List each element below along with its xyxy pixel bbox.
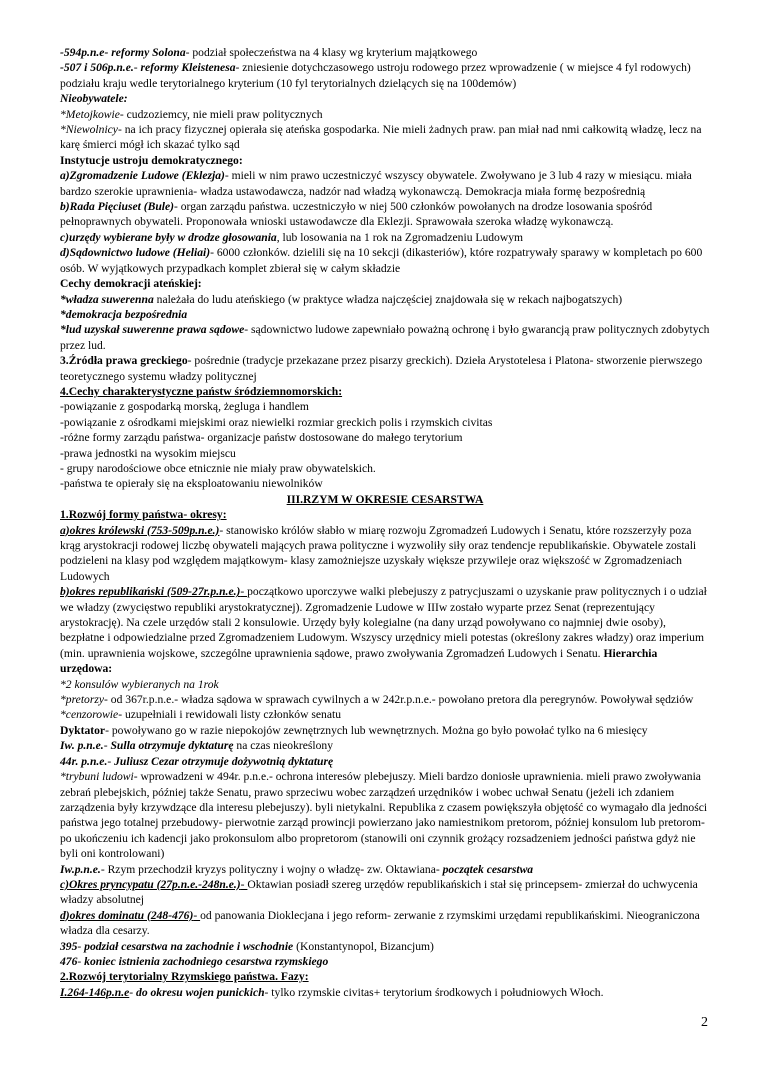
- text-line: [60, 985, 710, 1000]
- text-line: [60, 769, 710, 861]
- text-run: -: [107, 754, 115, 768]
- text-line: [60, 461, 710, 476]
- text-line: [60, 245, 710, 276]
- text-run: - wprowadzeni w 494r. p.n.e.- ochrona interesów plebejuszy. Mieli bardzo doniosłe uprawnienia. mieli prawo zwoływania zebrań plebejskich, później także Senatu, prawo sprzeciwu wobec zarządzeń urzędników i wobec uchwał Senatu (jeżeli ich zdaniem zarządzenia były krzywdzące dla interesu plebejuszy). byli nietykalni. Republika z czasem powiększyła objętość co wymagało dla jedności państwa jego totalnej przebudowy- pierwotnie zarząd prowincji powierzano jako namiestnikom pretorom, później konsulom lub pretorom- po ukończeniu ich kadencji jako prokonsulom albo propretorom (stanowili oni czynnik grożący rozsadzeniem jedności państwa gdyż nie byli oni kontrolowani): [60, 770, 708, 861]
- text-run: 44r. p.n.e.: [60, 754, 108, 768]
- text-run: a)Zgromadzenie Ludowe (Eklezja): [60, 169, 225, 183]
- text-run: należała do ludu ateńskiego (w praktyce władza najczęściej znajdowała się w rekach najbogatszych): [153, 292, 623, 306]
- text-line: [60, 507, 710, 522]
- text-line: [60, 492, 710, 507]
- text-line: [60, 353, 710, 384]
- text-line: [60, 908, 710, 939]
- text-run: -: [77, 954, 85, 968]
- text-run: Iw. p.n.e.: [60, 739, 104, 753]
- text-run: -507 i 506p.n.e.: [60, 61, 134, 75]
- text-line: [60, 969, 710, 984]
- text-line: [60, 153, 710, 168]
- text-run: 3.Źródła prawa greckiego: [60, 354, 188, 368]
- text-line: [60, 430, 710, 445]
- text-line: [60, 954, 710, 969]
- page-number: 2: [701, 1015, 708, 1030]
- text-run: - tylko rzymskie civitas+ terytorium środkowych i południowych Włoch.: [264, 985, 604, 999]
- text-line: [60, 877, 710, 908]
- text-run: - cudzoziemcy, nie mieli praw politycznych: [119, 107, 323, 121]
- text-run: b)Rada Pięciuset (Bule): [60, 200, 174, 214]
- text-run: Juliusz Cezar otrzymuje dożywotnią dyktaturę: [114, 754, 334, 768]
- text-run: *trybuni ludowi: [60, 770, 134, 784]
- text-run: - grupy narodościowe obce etnicznie nie miały praw obywatelskich.: [60, 461, 376, 475]
- text-run: (Konstantynopol, Bizancjum): [293, 939, 434, 953]
- text-run: -powiązanie z gospodarką morską, żegluga i handlem: [60, 400, 309, 414]
- text-run: *władza suwerenna: [60, 292, 154, 306]
- text-run: -: [133, 61, 141, 75]
- text-line: [60, 446, 710, 461]
- text-run: b)okres republikański (509-27r.p.n.e.): [60, 585, 241, 599]
- text-run: - Rzym przechodził kryzys polityczny i wojny o władzę- zw. Oktawiana-: [100, 862, 443, 876]
- text-run: Instytucje ustroju demokratycznego:: [60, 153, 243, 167]
- text-run: - od 367r.p.n.e.- władza sądowa w sprawach cywilnych a w 242r.p.n.e.- powołano pretora dla peregrynów. Powoływał sędziów: [104, 693, 694, 707]
- text-line: [60, 399, 710, 414]
- text-run: 4.Cechy charakterystyczne państw śródziemnomorskich:: [60, 384, 343, 398]
- text-run: Cechy demokracji ateńskiej:: [60, 277, 202, 291]
- text-run: -: [77, 939, 85, 953]
- text-line: [60, 476, 710, 491]
- text-run: *lud uzyskał suwerenne prawa sądowe: [60, 323, 245, 337]
- text-run: - mieli w nim prawo uczestniczyć wszyscy obywatele. Zwoływano je 3 lub 4 razy w miesiącu. miała bardzo szerokie uprawnienia- władza ustawodawcza, nadzór nad władzą wykonawczą. Demokracja miała formę bezpośrednią: [60, 169, 692, 198]
- text-run: *cenzorowie: [60, 708, 119, 722]
- text-run: -: [103, 739, 111, 753]
- text-line: [60, 523, 710, 585]
- text-run: *pretorzy: [60, 693, 105, 707]
- text-line: [60, 307, 710, 322]
- text-line: [60, 707, 710, 722]
- text-run: Dyktator: [60, 723, 106, 737]
- text-run: -: [129, 985, 137, 999]
- text-run: *Metojkowie: [60, 107, 120, 121]
- text-run: , lub losowania na 1 rok na Zgromadzeniu Ludowym: [276, 230, 524, 244]
- text-run: -594p.n.e-: [60, 46, 109, 59]
- text-line: [60, 415, 710, 430]
- text-run: d)okres dominatu (248-476): [60, 908, 194, 922]
- text-run: d)Sądownictwo ludowe (Heliai): [60, 246, 211, 260]
- text-line: [60, 60, 710, 91]
- text-line: [60, 862, 710, 877]
- text-line: [60, 168, 710, 199]
- text-line: [60, 91, 710, 106]
- text-run: -: [240, 877, 248, 891]
- text-line: [60, 692, 710, 707]
- text-run: *demokracja bezpośrednia: [60, 307, 188, 321]
- text-run: -powiązanie z ośrodkami miejskimi oraz niewielki rozmiar greckich polis i rzymskich civitas: [60, 415, 493, 429]
- text-run: III.RZYM W OKRESIE CESARSTWA: [286, 492, 484, 506]
- text-line: [60, 723, 710, 738]
- text-run: reformy Kleistenesa: [140, 61, 236, 75]
- text-run: podział cesarstwa na zachodnie i wschodnie: [84, 939, 294, 953]
- text-run: - podział społeczeństwa na 4 klasy wg kryterium majątkowego: [185, 46, 478, 59]
- text-run: c)Okres pryncypatu (27p.n.e.-248n.e.): [60, 877, 241, 891]
- text-run: *Niewolnicy: [60, 123, 118, 137]
- text-run: Iw.p.n.e.: [60, 862, 101, 876]
- text-run: -różne formy zarządu państwa- organizacje państw dostosowane do małego terytorium: [60, 431, 463, 445]
- text-line: [60, 276, 710, 291]
- text-line: [60, 322, 710, 353]
- text-line: [60, 677, 710, 692]
- document-body: [60, 45, 710, 1000]
- text-run: - stanowisko królów słabło w miarę rozwoju Zgromadzeń Ludowych i Senatu, które rozszerzyły poza krąg arystokracji rodowej liczbę obywateli mających prawa polityczne i wyzwoliły siły oraz tendencje republikańskie. Obywatele zostali podzieleni na klasy pod względem majątkowym- klasy zamożniejsze uzyskały większe przywileje oraz większość w Zgromadzeniach Ludowych: [60, 523, 697, 583]
- text-run: 1.Rozwój formy państwa- okresy:: [60, 508, 227, 522]
- text-run: do okresu wojen punickich: [136, 985, 265, 999]
- text-run: *2 konsulów wybieranych na 1rok: [60, 677, 219, 691]
- text-line: [60, 230, 710, 245]
- text-run: na czas nieokreślony: [233, 739, 333, 753]
- text-line: [60, 939, 710, 954]
- text-run: a)okres królewski (753-509p.n.e.): [60, 523, 220, 537]
- text-run: 2.Rozwój terytorialny Rzymskiego państwa. Fazy:: [60, 970, 309, 984]
- text-run: c)urzędy wybierane były w drodze głosowania: [60, 230, 277, 244]
- text-run: -prawa jednostki na wysokim miejscu: [60, 446, 236, 460]
- text-line: [60, 122, 710, 153]
- text-run: Sulla otrzymuje dyktaturę: [110, 739, 234, 753]
- text-run: - zniesienie dotychczasowego ustroju rodowego przez wprowadzenie ( w miejsce 4 fyl rodowych) podziału kraju wedle terytorialnego kryterium (10 fyl terytorialnych dzielących się na 100demów): [60, 61, 691, 90]
- text-line: [60, 199, 710, 230]
- text-line: [60, 738, 710, 753]
- text-run: I.264-146p.n.e: [60, 985, 130, 999]
- text-line: [60, 584, 710, 676]
- text-run: Nieobywatele:: [60, 92, 128, 106]
- text-run: od panowania Dioklecjana i jego reform- zerwanie z rzymskimi urzędami republikańskimi. Nieograniczona władza dla cesarzy.: [60, 908, 700, 938]
- text-run: - uzupełniali i rewidowali listy członków senatu: [118, 708, 341, 722]
- text-run: Oktawian posiadł szereg urzędów republikańskich i stał się princepsem- zmierzał do uchwycenia władzy absolutnej: [60, 877, 698, 907]
- text-run: 476: [60, 954, 78, 968]
- text-run: koniec istnienia zachodniego cesarstwa rzymskiego: [84, 954, 329, 968]
- text-line: [60, 384, 710, 399]
- text-run: -: [193, 908, 201, 922]
- text-run: -: [240, 585, 248, 599]
- text-run: -państwa te opierały się na eksploatowaniu niewolników: [60, 477, 323, 491]
- text-run: początek cesarstwa: [442, 862, 534, 876]
- text-run: Hierarchia urzędowa:: [60, 646, 658, 676]
- text-line: [60, 292, 710, 307]
- text-line: [60, 107, 710, 122]
- text-run: - na ich pracy fizycznej opierała się ateńska gospodarka. Nie mieli żadnych praw. pan miał nad nmi całkowitą władzę, lecz na karę śmierci mógł ich skazać tylko sąd: [60, 123, 702, 152]
- text-line: [60, 754, 710, 769]
- text-run: - organ zarządu państwa. uczestniczyło w niej 500 członków powołanych na drodze losowania spośród pełnoprawnych obywateli. Proponowała wnioski ustawodawcze dla Eklezji. Sprawowała szeroka władzę wykonawczą.: [60, 200, 653, 229]
- text-run: - pośrednie (tradycje przekazane przez pisarzy greckich). Dzieła Arystotelesa i Platona- stworzenie pierwszego teoretycznego systemu władzy politycznej: [60, 354, 703, 383]
- text-run: początkowo uporczywe walki plebejuszy z patrycjuszami o uzyskanie praw politycznych i o udział we władzy (zwycięstwo republiki arystokratycznej). Zgromadzenie Ludowe w IIIw zostało wyparte przez Senat (reprezentujący arystokrację). Na czele urzędów stali 2 konsulowie. Urzędy były kolegialne (na dany urząd powoływano co najmniej dwie osoby), bezpłatne i odpowiedzialne przed Zgromadzeniem Ludowym. Wszyscy urzędnicy mieli potestas (określony zakres władzy) oraz imperium (min. uprawnienia wojskowe, szczególne uprawnienia sądowe, prawo zwoływania Zgromadzeń Ludowych i Senatu.: [60, 585, 707, 660]
- text-run: 395: [60, 939, 78, 953]
- text-line: [60, 45, 710, 60]
- text-run: - 6000 członków. dzielili się na 10 sekcji (dikasteriów), które rozpatrywały sparawy w kompletach po 600 osób. W wyjątkowych przypadkach komplet zbierał się w całym składzie: [60, 246, 703, 275]
- text-run: reformy Solona: [111, 46, 186, 59]
- text-run: - powoływano go w razie niepokojów zewnętrznych lub wewnętrznych. Można go było powołać tylko na 6 miesięcy: [105, 723, 648, 737]
- text-run: - sądownictwo ludowe zapewniało poważną ochronę i było gwarancją praw politycznych zdobytych przez lud.: [60, 323, 710, 352]
